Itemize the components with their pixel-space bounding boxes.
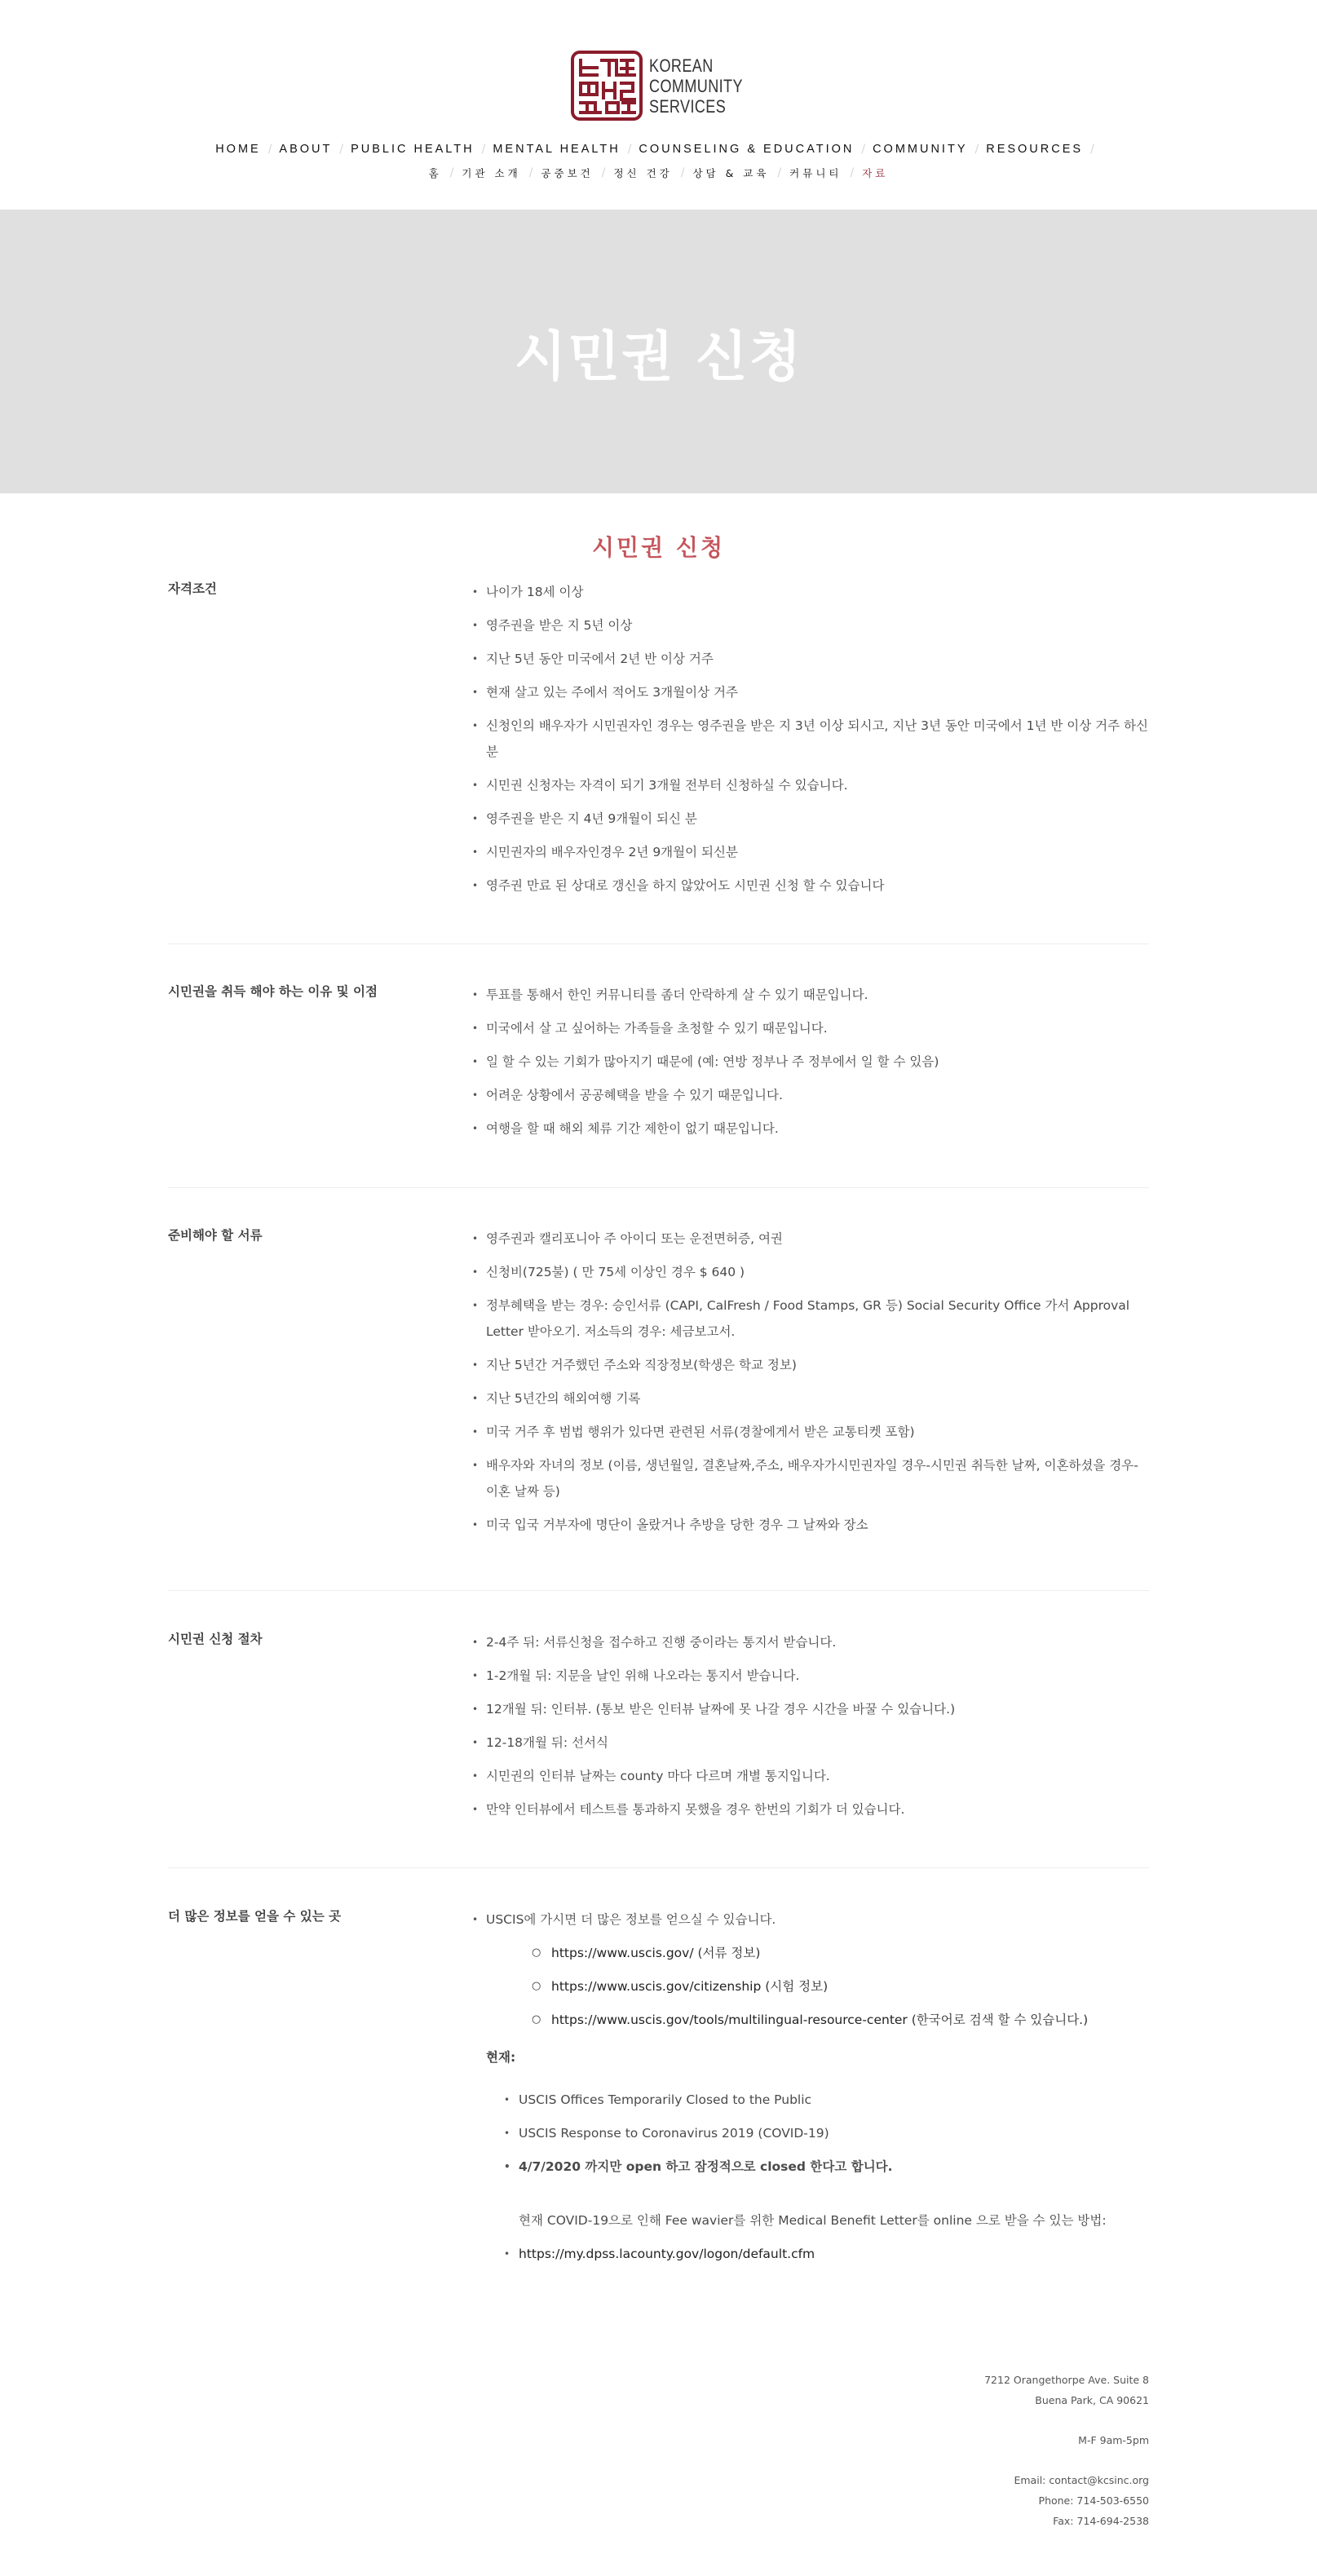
list-item: • 여행을 할 때 해외 체류 기간 제한이 없기 때문입니다. xyxy=(470,1116,1149,1142)
nav-separator: / xyxy=(974,143,979,156)
link-item xyxy=(486,1940,1149,1966)
logo-wordmark xyxy=(649,55,743,117)
site-footer xyxy=(815,2370,1149,2531)
link-note: (한국어로 검색 할 수 있습니다.) xyxy=(907,2013,1089,2027)
list-item: • 일 할 수 있는 기회가 많아지기 때문에 (예: 연방 정부나 주 정부에서 일 할 수 있음) xyxy=(470,1049,1149,1075)
list-item: • 영주권을 받은 지 4년 9개월이 되신 분 xyxy=(470,806,1149,832)
list-item: • 시민권자의 배우자인경우 2년 9개월이 되신분 xyxy=(470,839,1149,865)
uscis-links-list xyxy=(486,1940,1149,2033)
nav-item-mental-health-ko[interactable]: 정신 건강 xyxy=(613,167,673,179)
footer-spacer xyxy=(815,2410,1149,2430)
list-item: • 2-4주 뒤: 서류신청을 접수하고 진행 중이라는 통지서 받습니다. xyxy=(470,1629,1149,1655)
uscis-multilingual-link[interactable]: https://www.uscis.gov/tools/multilingual-resource-center xyxy=(551,2013,908,2027)
list-item: • 미국에서 살 고 싶어하는 가족들을 초청할 수 있기 때문입니다. xyxy=(470,1015,1149,1041)
nav-separator: / xyxy=(680,166,685,179)
nav-separator: / xyxy=(481,143,486,156)
section-label: 준비해야 할 서류 xyxy=(168,1228,263,1243)
list-item: • 지난 5년 동안 미국에서 2년 반 이상 거주 xyxy=(470,646,1149,672)
list-item: • 지난 5년간 거주했던 주소와 직장정보(학생은 학교 정보) xyxy=(470,1352,1149,1378)
site-header xyxy=(0,0,1317,210)
nav-item-resources-ko[interactable]: 자료 xyxy=(862,167,889,179)
nav-separator: / xyxy=(850,166,855,179)
section-divider xyxy=(168,1590,1149,1591)
footer-hours: M-F 9am-5pm xyxy=(1078,2434,1149,2446)
nav-item-about-ko[interactable]: 기관 소개 xyxy=(462,167,521,179)
section-label: 시민권 신청 절차 xyxy=(168,1632,263,1646)
now-block xyxy=(470,2044,1149,2267)
footer-spacer xyxy=(815,2450,1149,2470)
list-item xyxy=(470,2087,1149,2113)
nav-item-about[interactable]: ABOUT xyxy=(279,143,333,156)
nav-separator: / xyxy=(1090,143,1094,156)
link-item xyxy=(486,1973,1149,1999)
nav-item-community-ko[interactable]: 커뮤니티 xyxy=(789,167,842,179)
more-info-list xyxy=(470,1907,1149,2274)
nav-item-resources[interactable]: RESOURCES xyxy=(986,143,1084,156)
nav-item-public-health[interactable]: PUBLIC HEALTH xyxy=(351,143,475,156)
logo-seal-icon xyxy=(571,51,643,121)
list-item: • 1-2개월 뒤: 지문을 날인 위해 나오라는 통지서 받습니다. xyxy=(470,1663,1149,1689)
list-item: • 어려운 상황에서 공공혜택을 받을 수 있기 때문입니다. xyxy=(470,1082,1149,1108)
section-divider xyxy=(168,1187,1149,1188)
section-label: 더 많은 정보를 얻을 수 있는 곳 xyxy=(168,1909,342,1924)
footer-address-line2: Buena Park, CA 90621 xyxy=(1035,2394,1149,2406)
eligibility-list xyxy=(470,579,1149,906)
nav-separator: / xyxy=(861,143,866,156)
list-item: • 영주권과 캘리포니아 주 아이디 또는 운전면허증, 여권 xyxy=(470,1226,1149,1252)
uscis-intro-text: USCIS에 가시면 더 많은 정보를 얻으실 수 있습니다. xyxy=(486,1912,776,1927)
now-label: 현재: xyxy=(486,2050,516,2065)
nav-item-public-health-ko[interactable]: 공중보건 xyxy=(541,167,594,179)
list-item: • 미국 거주 후 범법 행위가 있다면 관련된 서류(경찰에게서 받은 교통티켓 포함) xyxy=(470,1419,1149,1445)
link-note: (서류 정보) xyxy=(693,1946,761,1960)
nav-item-home-ko[interactable]: 홈 xyxy=(428,167,442,179)
uscis-covid-response-link[interactable]: USCIS Response to Coronavirus 2019 (COVID-19) xyxy=(519,2126,829,2141)
list-item: • 신청비(725불) ( 만 75세 이상인 경우 $ 640 ) xyxy=(470,1259,1149,1285)
process-list xyxy=(470,1629,1149,1830)
nav-separator: / xyxy=(339,143,344,156)
page-title: 시민권 신청 xyxy=(514,325,803,388)
list-item: • 신청인의 배우자가 시민권자인 경우는 영주권을 받은 지 3년 이상 되시고, 지난 3년 동안 미국에서 1년 반 이상 거주 하신 분 xyxy=(470,713,1149,765)
link-note: (시험 정보) xyxy=(761,1979,829,1994)
benefits-list xyxy=(470,982,1149,1149)
main-nav-korean xyxy=(0,164,1317,182)
nav-item-home[interactable]: HOME xyxy=(215,143,261,156)
footer-phone[interactable]: Phone: 714-503-6550 xyxy=(1038,2494,1149,2507)
nav-item-counseling-ko[interactable]: 상담 & 교육 xyxy=(692,167,770,179)
content-heading: 시민권 신청 xyxy=(592,534,725,561)
list-item: • 정부혜택을 받는 경우: 승인서류 (CAPI, CalFresh / Food Stamps, GR 등) Social Security Office 가서 Approval Letter 받아오기. 저소득의 경우: 세금보고서. xyxy=(470,1292,1149,1345)
list-item: • 지난 5년간의 해외여행 기록 xyxy=(470,1385,1149,1412)
section-label: 자격조건 xyxy=(168,581,217,596)
list-item: • 현재 살고 있는 주에서 적어도 3개월이상 거주 xyxy=(470,679,1149,705)
nav-separator: / xyxy=(777,166,782,179)
list-item: • 12-18개월 뒤: 선서식 xyxy=(470,1730,1149,1756)
logo-line: SERVICES xyxy=(649,95,727,117)
main-nav-english xyxy=(0,140,1317,158)
list-item: • 나이가 18세 이상 xyxy=(470,579,1149,605)
nav-item-mental-health[interactable]: MENTAL HEALTH xyxy=(493,143,621,156)
dpss-link[interactable]: https://my.dpss.lacounty.gov/logon/default.cfm xyxy=(519,2247,815,2261)
nav-separator: / xyxy=(267,143,272,156)
list-item: • 4/7/2020 까지만 open 하고 잠정적으로 closed 한다고 합니다. xyxy=(470,2154,1149,2180)
section-divider xyxy=(168,1867,1149,1868)
logo-line: KOREAN xyxy=(649,55,714,76)
section-label: 시민권을 취득 해야 하는 이유 및 이점 xyxy=(168,984,378,999)
section-divider xyxy=(168,943,1149,944)
list-item: • 미국 입국 거부자에 명단이 올랐거나 추방을 당한 경우 그 날짜와 장소 xyxy=(470,1512,1149,1538)
nav-separator: / xyxy=(601,166,606,179)
nav-separator: / xyxy=(449,166,454,179)
link-item xyxy=(486,2007,1149,2033)
uscis-offices-closed-link[interactable]: USCIS Offices Temporarily Closed to the Public xyxy=(519,2092,812,2107)
list-item: • 시민권의 인터뷰 날짜는 county 마다 다르며 개별 통지입니다. xyxy=(470,1763,1149,1789)
list-item: • 만약 인터뷰에서 테스트를 통과하지 못했을 경우 한번의 기회가 더 있습니다. xyxy=(470,1796,1149,1823)
list-item: • 배우자와 자녀의 정보 (이름, 생년월일, 결혼날짜,주소, 배우자가시민권자일 경우-시민권 취득한 날짜, 이혼하셨을 경우-이혼 날짜 등) xyxy=(470,1452,1149,1505)
nav-item-counseling-education[interactable]: COUNSELING & EDUCATION xyxy=(639,143,855,156)
list-item xyxy=(470,2120,1149,2146)
list-item: • 투표를 통해서 한인 커뮤니티를 좀더 안락하게 살 수 있기 때문입니다. xyxy=(470,982,1149,1008)
fee-link-list xyxy=(470,2241,1149,2267)
fee-waiver-text: 현재 COVID-19으로 인해 Fee wavier를 위한 Medical Benefit Letter를 online 으로 받을 수 있는 방법: xyxy=(519,2213,1107,2228)
page-banner xyxy=(0,210,1317,493)
logo-line: COMMUNITY xyxy=(649,75,743,96)
list-item: • 12개월 뒤: 인터뷰. (통보 받은 인터뷰 날짜에 못 나갈 경우 시간을 바꿀 수 있습니다.) xyxy=(470,1696,1149,1722)
site-logo[interactable] xyxy=(571,51,763,121)
footer-address-line1: 7212 Orangethorpe Ave. Suite 8 xyxy=(984,2374,1149,2386)
nav-separator: / xyxy=(528,166,533,179)
list-item xyxy=(470,2241,1149,2267)
list-item: • 시민권 신청자는 자격이 되기 3개월 전부터 신청하실 수 있습니다. xyxy=(470,772,1149,798)
footer-fax: Fax: 714-694-2538 xyxy=(1053,2515,1149,2527)
nav-separator: / xyxy=(627,143,632,156)
now-list xyxy=(470,2087,1149,2180)
list-item xyxy=(470,1907,1149,2033)
nav-item-community[interactable]: COMMUNITY xyxy=(873,143,968,156)
uscis-citizenship-link[interactable]: https://www.uscis.gov/citizenship xyxy=(551,1979,762,1994)
uscis-link[interactable]: https://www.uscis.gov/ xyxy=(551,1946,694,1960)
documents-list xyxy=(470,1226,1149,1545)
list-item: • 영주권 만료 된 상대로 갱신을 하지 않았어도 시민권 신청 할 수 있습니다 xyxy=(470,873,1149,899)
list-item: • 영주권을 받은 지 5년 이상 xyxy=(470,612,1149,638)
footer-email[interactable]: Email: contact@kcsinc.org xyxy=(1014,2474,1149,2486)
